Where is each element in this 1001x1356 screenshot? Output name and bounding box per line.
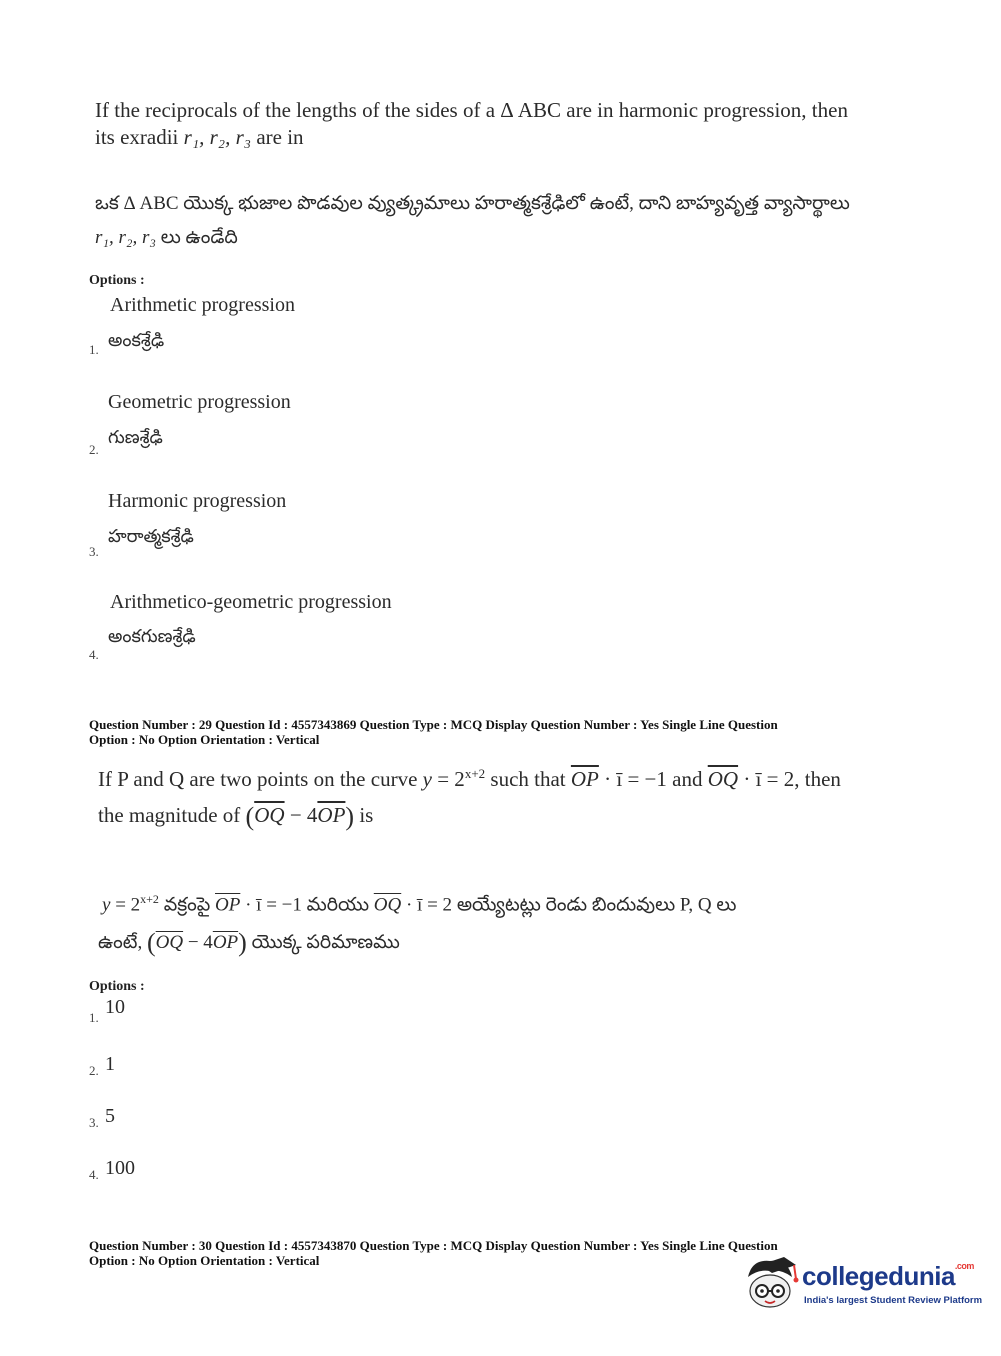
q28-english-text <box>95 97 875 151</box>
q29-option-2-value[interactable]: 1 <box>105 1053 115 1075</box>
q28-option-1-telugu[interactable]: అంకశ్రేఢి <box>108 330 165 350</box>
q29-meta-line1: Question Number : 29 Question Id : 4557343869 Question Type : MCQ Display Question Number : Yes Single Line Question <box>89 717 778 732</box>
q28-option-2-number: 2. <box>89 442 99 457</box>
q28-option-4-number: 4. <box>89 647 99 662</box>
q28-option-4-telugu[interactable]: అంకగుణశ్రేఢి <box>108 626 196 646</box>
q30-meta-line1: Question Number : 30 Question Id : 4557343870 Question Type : MCQ Display Question Number : Yes Single Line Question <box>89 1238 778 1253</box>
q28-telugu-line1: ఒక Δ ABC యొక్క భుజాల పొడవుల వ్యుత్క్రమాలు హరాత్మకశ్రేఢిలో ఉంటే, దాని బాహ్యవృత్త వ్యాసార్థాలు <box>95 193 850 214</box>
q28-telugu-line2: r₁, r₂, r₃ లు ఉండేది <box>95 227 238 248</box>
q29-option-3-number: 3. <box>89 1115 99 1130</box>
q29-telugu-line1: $y = 2^{x+2}$ వక్రంపై $\overline{OP}$ · ī = −1 మరియు $\overline{OQ}$ · ī = 2 అయ్యేటట్లు రెండు బిందువులు P, Q లు <box>102 892 737 916</box>
exradii-variables: r₁, r₂, r₃ <box>183 125 252 149</box>
q28-options-label: Options : <box>89 273 145 288</box>
q28-option-1-number: 1. <box>89 342 99 357</box>
q28-option-4-english: Arithmetico-geometric progression <box>110 591 392 613</box>
q29-option-2-number: 2. <box>89 1063 99 1078</box>
q30-meta-line2: Option : No Option Orientation : Vertical <box>89 1253 320 1268</box>
q28-telugu-text <box>95 187 895 255</box>
q29-option-4-number: 4. <box>89 1167 99 1182</box>
q28-option-3-english: Harmonic progression <box>108 490 287 512</box>
q28-option-3-telugu[interactable]: హరాత్మకశ్రేఢి <box>108 526 194 546</box>
mascot-icon <box>738 1255 800 1313</box>
q29-metadata <box>89 717 889 747</box>
q29-english-line2: the magnitude of $(\overline{OQ} - 4\overline{OP})$ is <box>98 802 374 831</box>
q29-option-1-value[interactable]: 10 <box>105 996 125 1018</box>
q28-option-2-telugu[interactable]: గుణశ్రేఢి <box>108 427 163 447</box>
q28-option-1-english: Arithmetic progression <box>110 294 295 316</box>
q29-english-line1: If P and Q are two points on the curve $y = 2^{x+2}$ such that $\overline{OP}$ · ī = −1 and $\overline{OQ}$ · ī = 2, then <box>98 766 841 791</box>
q29-option-3-value[interactable]: 5 <box>105 1105 115 1127</box>
q28-option-3-number: 3. <box>89 544 99 559</box>
q29-options-label: Options : <box>89 979 145 994</box>
q29-option-1-number: 1. <box>89 1010 99 1025</box>
q28-english-line1: If the reciprocals of the lengths of the sides of a Δ ABC are in harmonic progression, then <box>95 98 848 122</box>
q29-telugu-line2: ఉంటే, $(\overline{OQ} - 4\overline{OP})$ యొక్క పరిమాణము <box>98 928 400 957</box>
q28-english-line2: its exradii r₁, r₂, r₃ are in <box>95 125 304 149</box>
brand-tagline: India's largest Student Review Platform <box>804 1295 983 1306</box>
collegedunia-logo <box>738 1255 983 1315</box>
q28-option-2-english: Geometric progression <box>108 391 291 413</box>
q29-meta-line2: Option : No Option Orientation : Vertical <box>89 732 320 747</box>
q29-option-4-value[interactable]: 100 <box>105 1157 135 1179</box>
brand-name: collegedunia$^{.com}$ <box>802 1261 974 1291</box>
